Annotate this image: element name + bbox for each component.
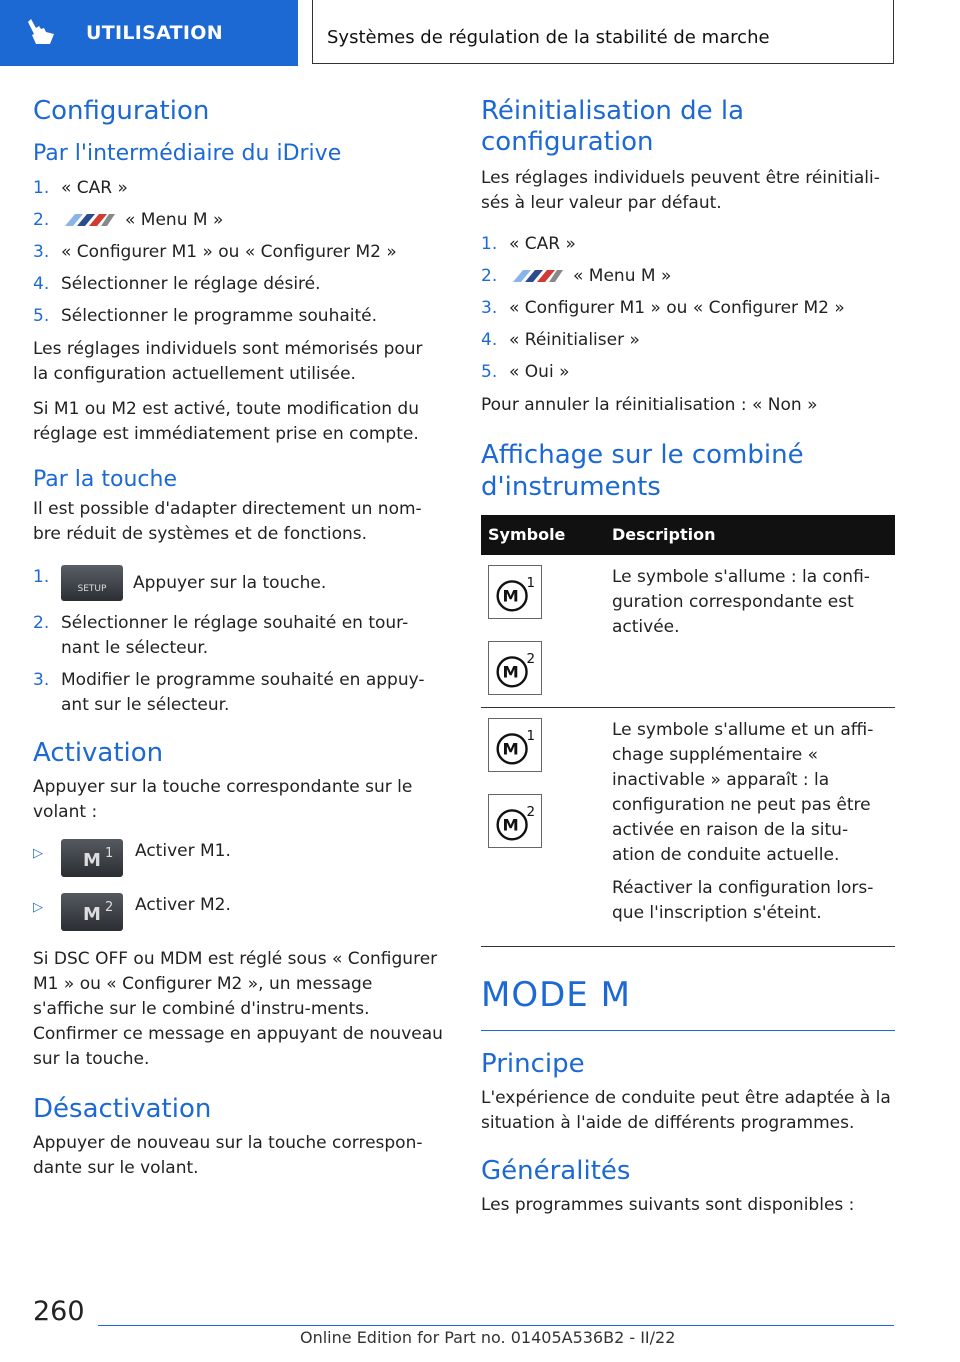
description-cell: Le symbole s'allume et un affi-chage supplémentaire « inactivable » apparaît : la configuration ne peut pas être activée en raison de la situ-ation de conduite actuelle. Réactiver la configuration lors-que l'inscription s'éteint. [605, 707, 895, 946]
list-item: 2. Sélectionner le réglage souhaité en tour-nant le sélecteur. [33, 612, 409, 658]
principe-heading: Principe [481, 1048, 585, 1079]
m1-button-icon [61, 839, 123, 877]
table-row [481, 707, 895, 946]
list-item: 4. Sélectionner le réglage désiré. [33, 273, 321, 294]
list-item: 1. SETUP Appuyer sur la touche. [33, 565, 443, 601]
svg-text:M: M [83, 904, 101, 926]
activation-heading: Activation [33, 737, 164, 768]
svg-text:M: M [502, 662, 519, 682]
m1-symbol-icon [488, 565, 542, 619]
m2-button-icon [61, 893, 123, 931]
table-row [481, 555, 895, 708]
section-tab [0, 0, 298, 66]
list-item: 1. « CAR » [481, 234, 576, 255]
list-item: 5. « Oui » [481, 362, 570, 383]
m-stripes-icon [61, 214, 115, 226]
left-column [33, 96, 443, 1191]
m1-symbol-icon [488, 718, 542, 772]
generalites-heading: Généralités [481, 1155, 631, 1186]
paragraph: Les réglages individuels sont mémorisés pour la configuration actuellement utilisée. [33, 338, 423, 384]
paragraph: Si DSC OFF ou MDM est réglé sous « Configurer M1 » ou « Configurer M2 », un message s'affiche sur le combiné d'instru-ments. Confirmer ce message en appuyant de nouveau sur la touche. [33, 949, 443, 1070]
reset-steps [481, 232, 895, 385]
paragraph: Appuyer sur la touche correspondante sur le volant : [33, 777, 413, 823]
svg-text:2: 2 [526, 803, 536, 820]
svg-text:2: 2 [105, 900, 114, 916]
svg-text:M: M [502, 815, 519, 835]
m2-symbol-icon [488, 794, 542, 848]
paragraph: Si M1 ou M2 est activé, toute modification du réglage est immédiatement prise en compte. [33, 398, 419, 444]
symbol-cell [481, 555, 605, 708]
display-heading: Affichage sur le combiné d'instruments [481, 440, 804, 502]
list-item: 1. « CAR » [33, 177, 128, 198]
symbol-table [481, 515, 895, 947]
paragraph: Les programmes suivants sont disponibles : [481, 1194, 855, 1215]
m-stripes-icon [509, 270, 563, 282]
svg-text:M: M [502, 739, 519, 759]
paragraph: Pour annuler la réinitialisation : « Non » [481, 395, 818, 416]
activation-list [33, 839, 443, 931]
configuration-heading: Configuration [33, 96, 210, 126]
svg-text:1: 1 [105, 846, 114, 862]
list-item: 3. Modifier le programme souhaité en appuy-ant sur le sélecteur. [33, 669, 425, 715]
paragraph: Il est possible d'adapter directement un nom-bre réduit de systèmes et de fonctions. [33, 498, 422, 544]
page-number: 260 [33, 1296, 85, 1327]
reset-heading: Réinitialisation de la configuration [481, 96, 745, 158]
m2-symbol-icon [488, 641, 542, 695]
idrive-heading: Par l'intermédiaire du iDrive [33, 141, 342, 167]
mode-m-heading: MODE M [481, 975, 895, 1031]
list-item: 3. « Configurer M1 » ou « Configurer M2 » [33, 241, 397, 262]
list-item: 4. « Réinitialiser » [481, 330, 640, 351]
list-item: 3. « Configurer M1 » ou « Configurer M2 » [481, 298, 845, 319]
paragraph: Appuyer de nouveau sur la touche correspon-dante sur le volant. [33, 1133, 423, 1179]
svg-text:2: 2 [526, 650, 536, 667]
list-item: ▷ M 2 Activer M2. [33, 893, 443, 931]
svg-text:1: 1 [526, 574, 536, 591]
chapter-title-box [312, 0, 894, 64]
hand-pointer-icon [22, 18, 58, 50]
list-item: 2. « Menu M » [33, 209, 224, 230]
chapter-title: Systèmes de régulation de la stabilité de marche [327, 27, 770, 48]
deactivation-heading: Désactivation [33, 1094, 212, 1125]
setup-button-icon: SETUP [61, 565, 123, 601]
section-label: UTILISATION [86, 22, 223, 44]
list-item: 5. Sélectionner le programme souhaité. [33, 305, 378, 326]
idrive-steps [33, 176, 443, 329]
list-item: ▷ M 1 Activer M1. [33, 839, 443, 877]
edition-text: Online Edition for Part no. 01405A536B2 - II/22 [300, 1328, 676, 1347]
svg-text:M: M [83, 850, 101, 872]
triangle-icon: ▷ [33, 846, 43, 862]
symbol-cell [481, 707, 605, 946]
svg-text:M: M [502, 586, 519, 606]
touche-heading: Par la touche [33, 466, 177, 492]
symbol-column-header: Symbole [481, 515, 605, 555]
paragraph: L'expérience de conduite peut être adaptée à la situation à l'aide de différents programmes. [481, 1087, 891, 1133]
list-item: 2. « Menu M » [481, 266, 672, 287]
touche-steps [33, 565, 443, 718]
page-header [0, 0, 960, 66]
footer-divider [98, 1325, 894, 1326]
description-cell: Le symbole s'allume : la confi-guration correspondante est activée. [605, 555, 895, 708]
description-column-header: Description [605, 515, 895, 555]
svg-text:1: 1 [526, 727, 536, 744]
triangle-icon: ▷ [33, 900, 43, 916]
right-column [481, 96, 895, 1228]
paragraph: Les réglages individuels peuvent être réinitiali-sés à leur valeur par défaut. [481, 168, 880, 214]
